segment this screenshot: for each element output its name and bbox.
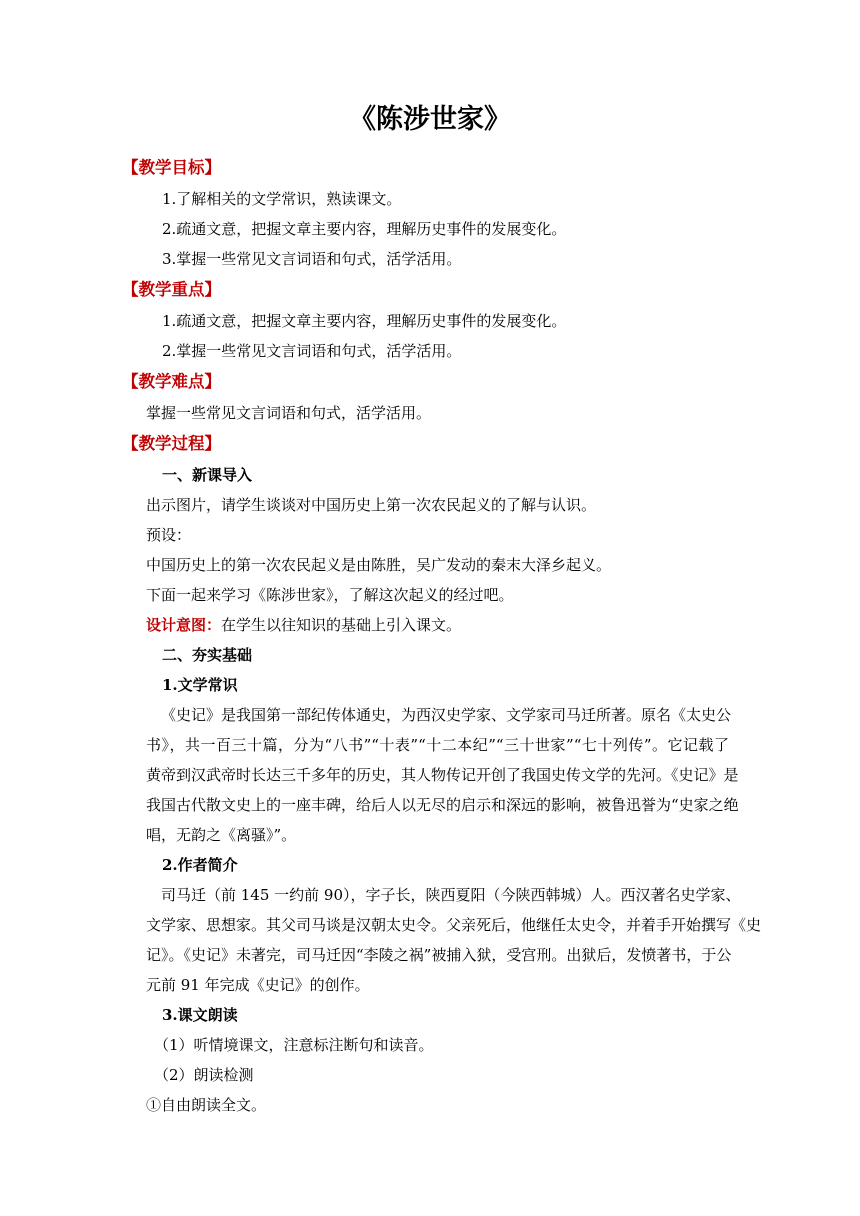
sub2-line: 元前 91 年完成《史记》的创作。 bbox=[146, 976, 370, 994]
goals-heading: 【教学目标】 bbox=[122, 158, 221, 177]
goal-item: 1.了解相关的文学常识，熟读课文。 bbox=[162, 190, 402, 208]
sub1-line: 唱，无韵之《离骚》”。 bbox=[146, 826, 297, 844]
part1-line: 下面一起来学习《陈涉世家》，了解这次起义的经过吧。 bbox=[146, 586, 514, 604]
sub1-line: 书》，共一百三十篇，分为“八书”“十表”“十二本纪”“三十世家”“七十列传”。它记载了 bbox=[146, 736, 729, 754]
sub2-paragraph bbox=[0, 880, 860, 1000]
design-intent-text: 在学生以往知识的基础上引入课文。 bbox=[221, 616, 462, 634]
sub2-heading: 2.作者简介 bbox=[162, 856, 238, 874]
sub3-line: （1）听情境课文，注意标注断句和读音。 bbox=[154, 1036, 434, 1054]
sub1-line: 《史记》是我国第一部纪传体通史，为西汉史学家、文学家司马迁所著。原名《太史公 bbox=[161, 706, 732, 724]
difficulty-heading: 【教学难点】 bbox=[122, 372, 221, 391]
focus-item: 2.掌握一些常见文言词语和句式，活学活用。 bbox=[162, 342, 462, 360]
sub2-line: 司马迁（前 145 一约前 90），字子长，陕西夏阳（今陕西韩城）人。西汉著名史学家、 bbox=[161, 886, 741, 904]
sub1-line: 黄帝到汉武帝时长达三千多年的历史，其人物传记开创了我国史传文学的先河。《史记》是 bbox=[146, 766, 739, 784]
part2-heading: 二、夯实基础 bbox=[162, 646, 253, 664]
part1-line: 中国历史上的第一次农民起义是由陈胜，吴广发动的秦末大泽乡起义。 bbox=[146, 556, 612, 574]
goal-item: 3.掌握一些常见文言词语和句式，活学活用。 bbox=[162, 250, 462, 268]
document-body bbox=[0, 152, 860, 1120]
difficulty-text: 掌握一些常见文言词语和句式，活学活用。 bbox=[146, 404, 432, 422]
part1-heading: 一、新课导入 bbox=[162, 466, 253, 484]
sub3-line: （2）朗读检测 bbox=[154, 1066, 254, 1084]
design-intent bbox=[0, 610, 860, 640]
sub3-line: ①自由朗读全文。 bbox=[146, 1096, 267, 1114]
focus-heading: 【教学重点】 bbox=[122, 280, 221, 299]
process-heading: 【教学过程】 bbox=[122, 434, 221, 453]
goal-item: 2.疏通文意，把握文章主要内容，理解历史事件的发展变化。 bbox=[162, 220, 567, 238]
sub3-heading: 3.课文朗读 bbox=[162, 1006, 238, 1024]
sub2-line: 记》。《史记》未著完，司马迁因“李陵之祸”被捕入狱，受宫刑。出狱后，发愤著书，于公 bbox=[146, 946, 732, 964]
part1-line: 预设： bbox=[146, 526, 192, 544]
page-title: 《陈涉世家》 bbox=[349, 104, 511, 135]
focus-item: 1.疏通文意，把握文章主要内容，理解历史事件的发展变化。 bbox=[162, 312, 567, 330]
sub1-paragraph bbox=[0, 700, 860, 850]
design-intent-label: 设计意图： bbox=[146, 616, 222, 634]
sub1-line: 我国古代散文史上的一座丰碑，给后人以无尽的启示和深远的影响，被鲁迅誉为“史家之绝 bbox=[146, 796, 739, 814]
sub2-line: 文学家、思想家。其父司马谈是汉朝太史令。父亲死后，他继任太史令，并着手开始撰写《史 bbox=[146, 916, 762, 934]
sub1-heading: 1.文学常识 bbox=[162, 676, 238, 694]
part1-line: 出示图片，请学生谈谈对中国历史上第一次农民起义的了解与认识。 bbox=[146, 496, 597, 514]
